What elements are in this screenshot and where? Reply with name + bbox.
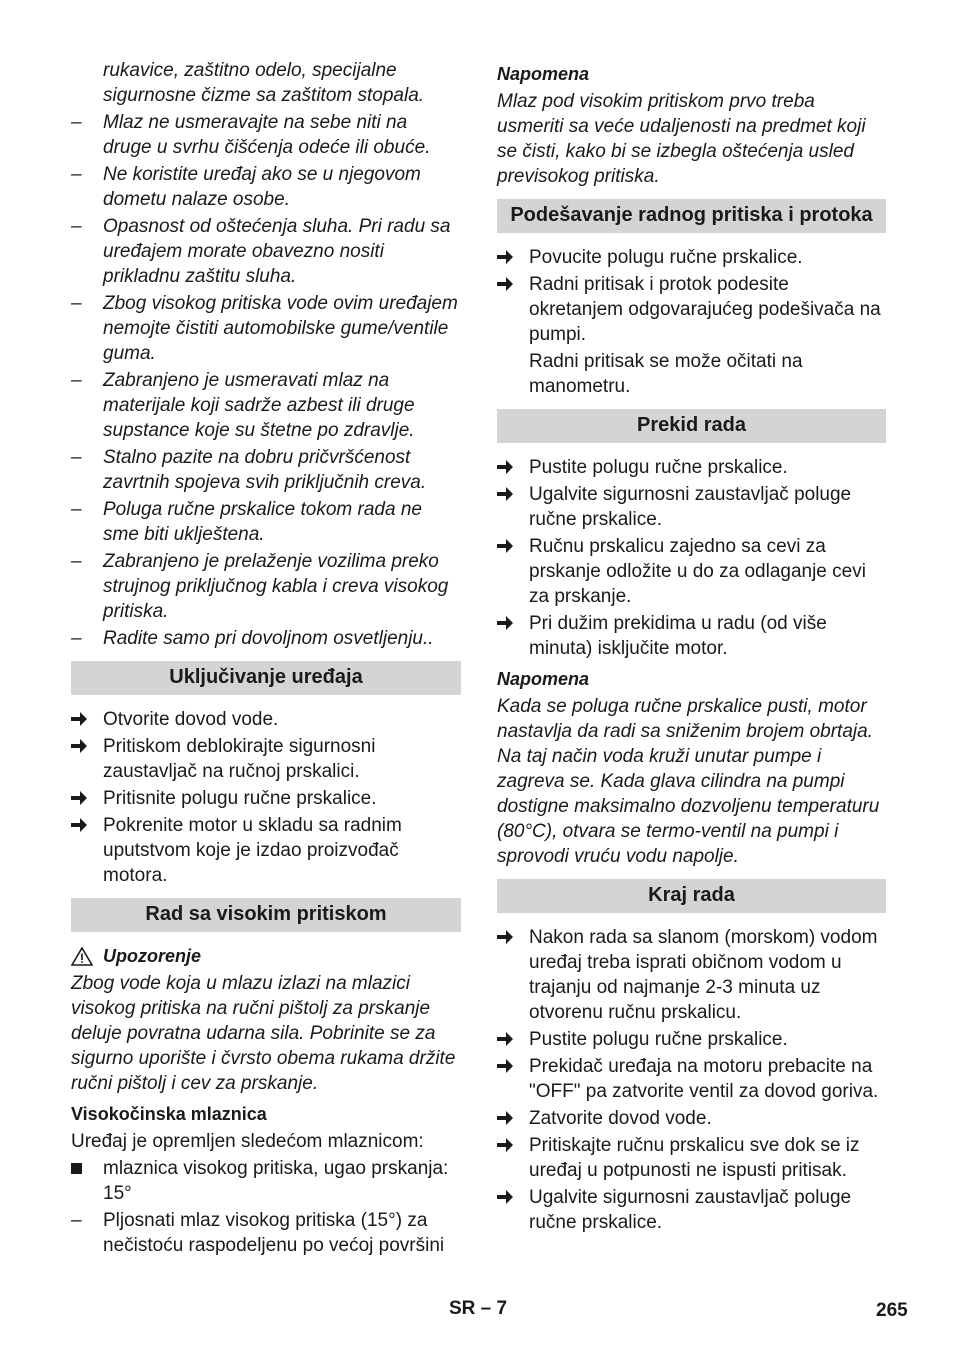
list-item: Pritisnite polugu ručne prskalice.: [71, 786, 461, 811]
dash-marker: –: [71, 293, 82, 314]
dash-marker: –: [71, 628, 82, 649]
nozzle-intro: Uređaj je opremljen sledećom mlaznicom:: [71, 1131, 424, 1152]
note-label: Napomena: [497, 64, 590, 84]
left-column: [71, 58, 461, 1260]
section-heading-high-pressure: Rad sa visokim pritiskom: [71, 898, 461, 932]
end-steps: [497, 925, 886, 1235]
switch-on-steps: [71, 707, 461, 888]
list-item: – Stalno pazite na dobru pričvršćenost zavrtnih spojeva svih priključnih creva.: [71, 447, 427, 493]
list-item: Prekidač uređaja na motoru prebacite na "OFF" pa zatvorite ventil za dovod goriva.: [497, 1054, 886, 1104]
note-text: Kada se poluga ručne prskalice pusti, motor nastavlja da radi sa sniženim brojem obrtaja. Na taj način voda kruži unutar pumpe i zagreva se. Kada glava cilindra na pumpi dostigne maksimalno dozvoljenu temperaturu (80°C), otvara se termo-ventil na pumpi i sprovodi vruću vodu napolje.: [497, 696, 880, 867]
list-item: Pustite polugu ručne prskalice.: [497, 455, 886, 480]
list-item: Ručnu prskalicu zajedno sa cevi za prskanje odložite u do za odlaganje cevi za prskanje.: [497, 534, 886, 609]
arrow-right-icon: [497, 1054, 523, 1073]
list-item: Zatvorite dovod vode.: [497, 1106, 886, 1131]
arrow-right-icon: [497, 455, 523, 474]
footer-page-number: 265: [876, 1300, 908, 1321]
dash-marker: –: [71, 499, 82, 520]
dash-marker: –: [71, 447, 82, 468]
list-item: Ugalvite sigurnosni zaustavljač poluge ručne prskalice.: [497, 1185, 886, 1235]
list-item: Radni pritisak i protok podesite okretanjem odgovarajućeg podešivača na pumpi.: [497, 272, 886, 347]
arrow-right-icon: [497, 1133, 523, 1152]
list-item: Pustite polugu ručne prskalice.: [497, 1027, 886, 1052]
list-item: Otvorite dovod vode.: [71, 707, 461, 732]
warning-label-row: [71, 944, 461, 969]
arrow-right-icon: [497, 1027, 523, 1046]
list-item: Povucite polugu ručne prskalice.: [497, 245, 886, 270]
list-item: – Zabranjeno je prelaženje vozilima preko strujnog priključnog kabla i creva visokog pritiska.: [71, 551, 449, 622]
list-item: – Poluga ručne prskalice tokom rada ne sme biti uklještena.: [71, 499, 422, 545]
list-item: Ugalvite sigurnosni zaustavljač poluge ručne prskalice.: [497, 482, 886, 532]
section-heading-adjust: Podešavanje radnog pritiska i protoka: [497, 199, 886, 233]
arrow-right-icon: [71, 813, 97, 832]
list-item: – Ne koristite uređaj ako se u njegovom dometu nalaze osobe.: [71, 164, 421, 210]
note-text: Mlaz pod visokim pritiskom prvo treba usmeriti sa veće udaljenosti na predmet koji se čisti, kako bi se izbegla oštećenja usled previsokog pritiska.: [497, 91, 866, 187]
arrow-right-icon: [497, 482, 523, 501]
list-item: – Zabranjeno je usmeravati mlaz na materijale koji sadrže azbest ili druge supstance koje su štetne po zdravlje.: [71, 370, 415, 441]
arrow-right-icon: [497, 1185, 523, 1204]
list-item: – Opasnost od oštećenja sluha. Pri radu sa uređajem morate obavezno nositi prikladnu zaštitu sluha.: [71, 216, 451, 287]
dash-marker: –: [71, 164, 82, 185]
nozzle-label: Visokočinska mlaznica: [71, 1104, 267, 1124]
note-label: Napomena: [497, 669, 590, 689]
right-column: [497, 58, 886, 1237]
list-item: – Mlaz ne usmeravajte na sebe niti na druge u svrhu čišćenja odeće ili obuće.: [71, 112, 431, 158]
list-item: Pritiskom deblokirajte sigurnosni zaustavljač na ručnoj prskalici.: [71, 734, 461, 784]
arrow-right-icon: [497, 534, 523, 553]
section-heading-end: Kraj rada: [497, 879, 886, 913]
list-item: – Radite samo pri dovoljnom osvetljenju..: [71, 628, 434, 649]
footer-section-code: SR – 7: [449, 1298, 508, 1319]
arrow-right-icon: [497, 272, 523, 291]
list-item: Nakon rada sa slanom (morskom) vodom uređaj treba isprati običnom vodom u trajanju od najmanje 2-3 minuta uz otvorenu ručnu prskalicu.: [497, 925, 886, 1025]
arrow-right-icon: [71, 734, 97, 753]
section-heading-interrupt: Prekid rada: [497, 409, 886, 443]
step-continuation: Radni pritisak se može očitati na manometru.: [529, 351, 803, 397]
dash-marker: –: [71, 370, 82, 391]
list-item: – Zbog visokog pritiska vode ovim uređajem nemojte čistiti automobilske gume/ventile guma.: [71, 293, 458, 364]
list-item: – Pljosnati mlaz visokog pritiska (15°) za nečistoću raspodeljenu po većoj površini: [71, 1210, 445, 1256]
square-bullet-icon: [71, 1156, 97, 1174]
list-item: Pritiskajte ručnu prskalicu sve dok se iz uređaj u potpunosti ne ispusti pritisak.: [497, 1133, 886, 1183]
warning-text: Zbog vode koja u mlazu izlazi na mlazici visokog pritiska na ručni pištolj za prskanje deluje povratna udarna sila. Pobrinite se za sigurno uporište i čvrsto obema rukama držite ručni pištolj i cev za prskanje.: [71, 973, 456, 1094]
adjust-steps: [497, 245, 886, 399]
dash-marker: –: [71, 112, 82, 133]
dash-marker: –: [71, 1210, 82, 1231]
dash-marker: –: [71, 216, 82, 237]
arrow-right-icon: [497, 925, 523, 944]
arrow-right-icon: [71, 707, 97, 726]
warning-label: Upozorenje: [103, 946, 202, 966]
interrupt-steps: [497, 455, 886, 661]
intro-continuation: rukavice, zaštitno odelo, specijalne sigurnosne čizme sa zaštitom stopala.: [103, 60, 425, 106]
arrow-right-icon: [497, 611, 523, 630]
list-item: mlaznica visokog pritiska, ugao prskanja: 15°: [71, 1156, 461, 1206]
list-item: Pokrenite motor u skladu sa radnim uputstvom koje je izdao proizvođač motora.: [71, 813, 461, 888]
arrow-right-icon: [497, 245, 523, 264]
section-heading-switch-on: Uključivanje uređaja: [71, 661, 461, 695]
safety-dash-list: [71, 110, 461, 651]
list-item: Pri dužim prekidima u radu (od više minuta) isključite motor.: [497, 611, 886, 661]
dash-marker: –: [71, 551, 82, 572]
arrow-right-icon: [71, 786, 97, 805]
warning-triangle-icon: [71, 947, 93, 966]
arrow-right-icon: [497, 1106, 523, 1125]
